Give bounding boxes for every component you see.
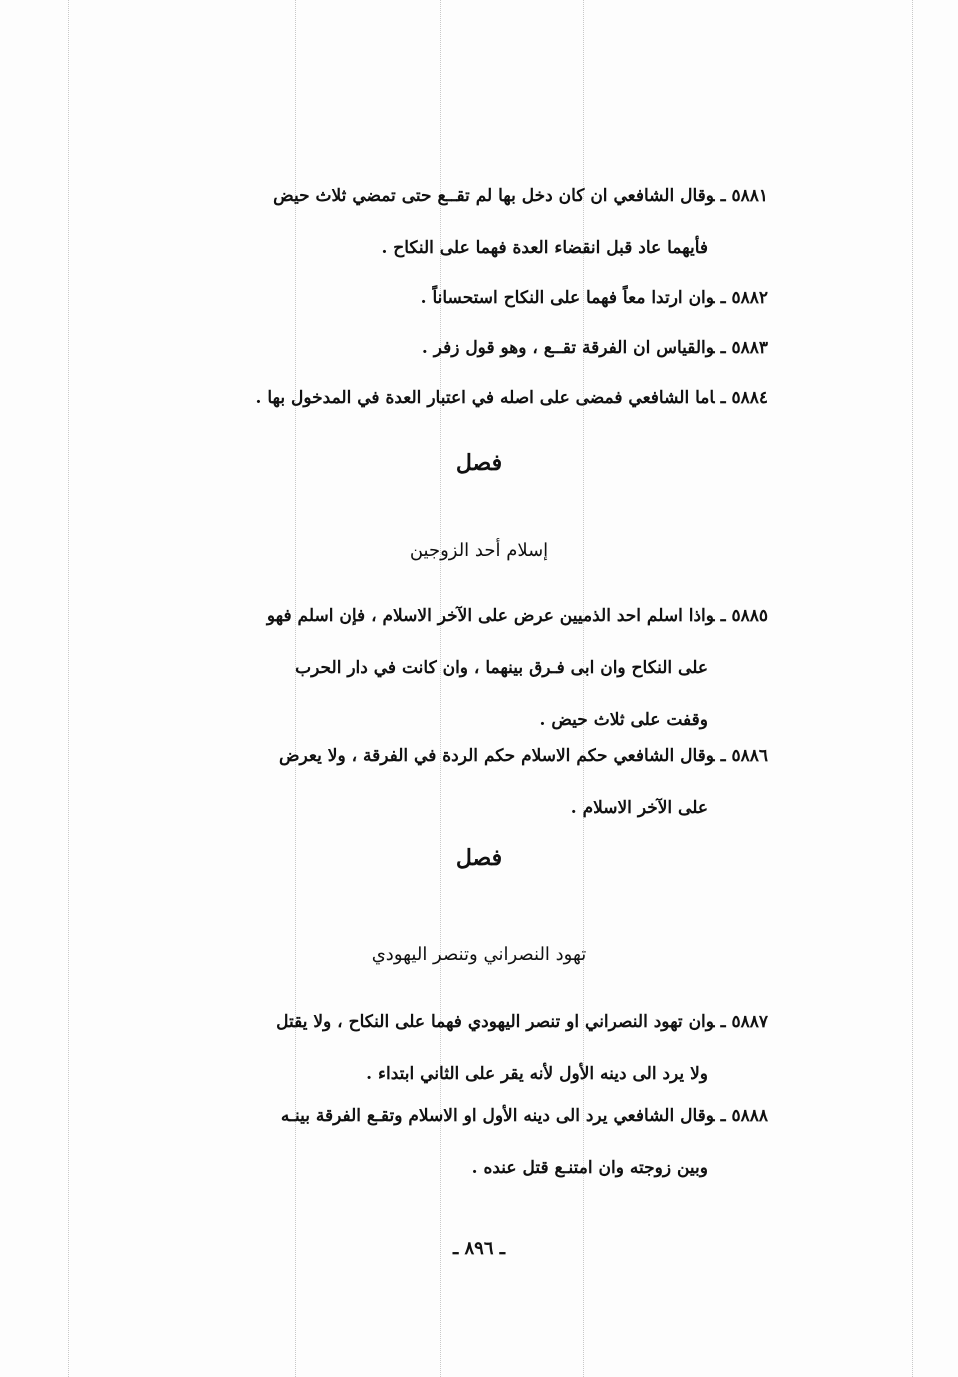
subtitle-text: إسلام أحد الزوجين: [409, 540, 549, 561]
subtitle-text: تهود النصراني وتنصر اليهودي: [371, 944, 587, 965]
paragraph-number: ٥٨٨١ ـ: [720, 186, 768, 206]
paragraph-text: وبين زوجته وان امتنـع قتل عنده .: [471, 1158, 708, 1178]
scan-margin-speckle: [68, 0, 69, 1377]
paragraph-5888: [148, 1090, 768, 1194]
paragraph-text: وقال الشافعي ان كان دخل بها لم تقــع حتى تمضي ثلاث حيض: [273, 186, 715, 206]
paragraph-text: واذا اسلم احد الذميين عرض على الآخر الاسلام ، فإن اسلم فهو: [266, 606, 715, 626]
paragraph-5887: [148, 996, 768, 1100]
section-subtitle: [0, 944, 958, 965]
paragraph-number: ٥٨٨٥ ـ: [720, 606, 768, 626]
paragraph-5886: [148, 730, 768, 834]
fasl-label: فصل: [455, 450, 503, 476]
paragraph-5885: [148, 590, 768, 746]
paragraph-number: ٥٨٨٣ ـ: [720, 338, 768, 358]
paragraph-number: ٥٨٨٤ ـ: [720, 388, 768, 408]
paragraph-5882: [148, 272, 768, 324]
page-number: ـ ٨٩٦ ـ: [452, 1238, 506, 1259]
paragraph-text: وان ارتدا معاً فهما على النكاح استحساناً .: [420, 288, 715, 308]
paragraph-text: وان تهود النصراني او تنصر اليهودي فهما على النكاح ، ولا يقتل: [276, 1012, 715, 1032]
paragraph-text: وقال الشافعي حكم الاسلام حكم الردة في الفرقة ، ولا يعرض: [279, 746, 715, 766]
paragraph-text: فأيهما عاد قبل انقضاء العدة فهما على النكاح .: [381, 238, 708, 258]
paragraph-text: والقياس ان الفرقة تقــع ، وهو قول زفر .: [421, 338, 715, 358]
section-heading-fasl: [0, 450, 958, 476]
paragraph-text: على الآخر الاسلام .: [570, 798, 708, 818]
paragraph-number: ٥٨٨٢ ـ: [720, 288, 768, 308]
paragraph-5883: [148, 322, 768, 374]
section-heading-fasl: [0, 845, 958, 871]
paragraph-text: وقال الشافعي يرد الى دينه الأول او الاسلام وتقـع الفرقة بينـه: [280, 1106, 715, 1126]
paragraph-number: ٥٨٨٨ ـ: [720, 1106, 768, 1126]
section-subtitle: [0, 540, 958, 561]
scan-margin-speckle: [912, 0, 913, 1377]
paragraph-5884: [148, 372, 768, 424]
paragraph-text: على النكاح وان ابى فـرق بينهما ، وان كانت في دار الحرب: [295, 658, 708, 678]
paragraph-5881: [148, 170, 768, 274]
paragraph-text: ولا يرد الى دينه الأول لأنه يقر على الثاني ابتداء .: [366, 1064, 708, 1084]
paragraph-number: ٥٨٨٦ ـ: [720, 746, 768, 766]
paragraph-number: ٥٨٨٧ ـ: [720, 1012, 768, 1032]
paragraph-text: وقفت على ثلاث حيض .: [539, 710, 708, 730]
paragraph-text: اما الشافعي فمضى على اصله في اعتبار العدة في المدخول بها .: [255, 388, 715, 408]
fasl-label: فصل: [455, 845, 503, 871]
